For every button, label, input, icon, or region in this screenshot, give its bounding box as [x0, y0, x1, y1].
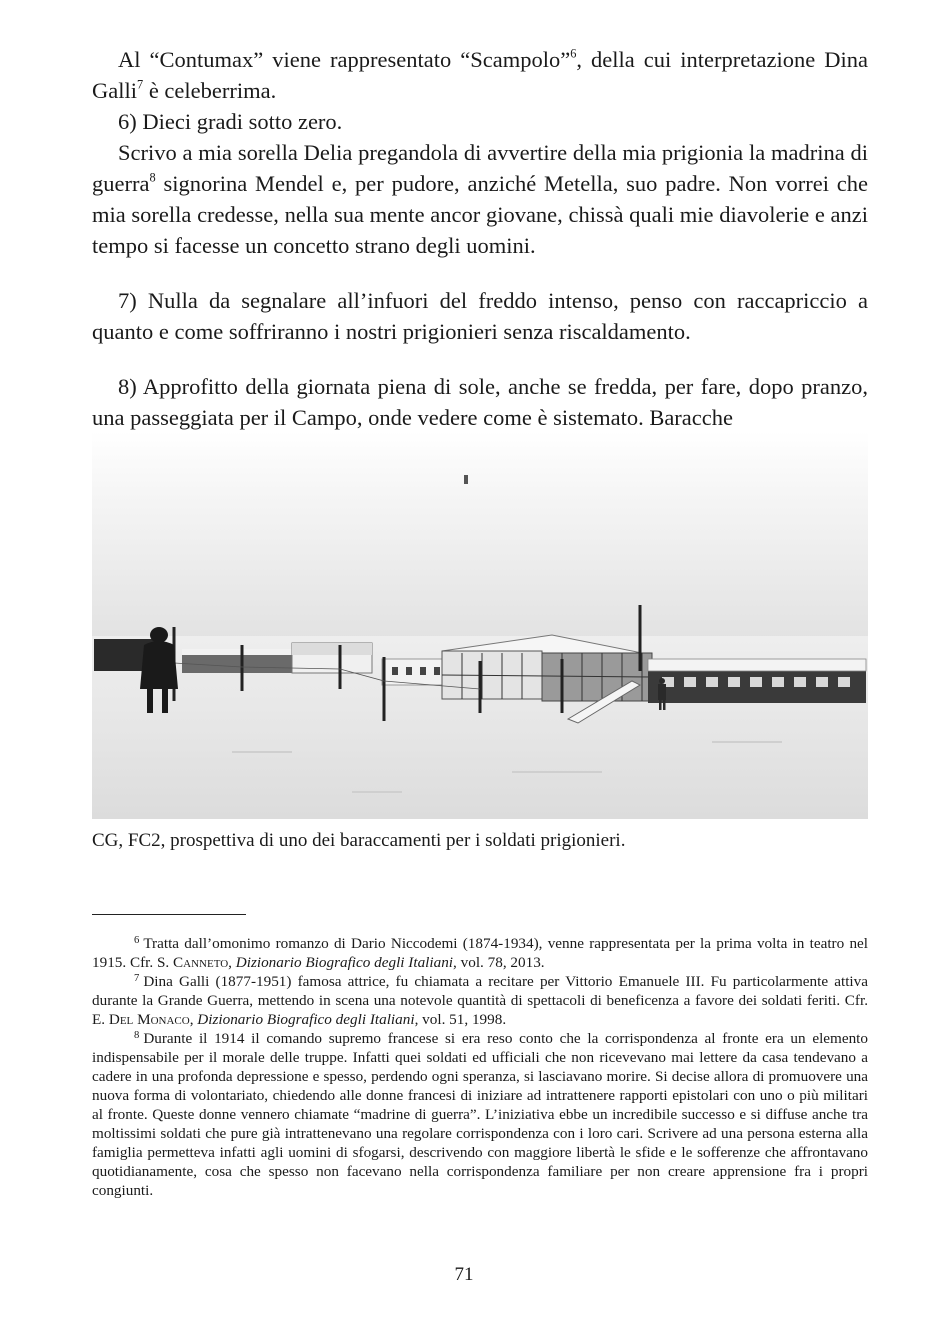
- footnote-6: [92, 934, 868, 972]
- footnote-ref-7[interactable]: 7: [137, 77, 144, 92]
- main-text: [92, 44, 868, 433]
- footnote-8: [92, 1029, 868, 1200]
- paragraph-text: Scrivo a mia sorella Delia pregandola di avvertire della mia prigionia la madrina di guerra: [92, 140, 868, 196]
- footnote-work: Dizionario Biografico degli Italiani: [235, 954, 454, 971]
- footnote-text: , vol. 78, 2013.: [453, 954, 545, 971]
- paragraph-passeggiata: 8) Approfitto della giornata piena di sole, anche se fredda, per fare, dopo pranzo, una passeggiata per il Campo, onde vedere come è sistemato. Baracche: [92, 374, 868, 430]
- paragraph-freddo: 7) Nulla da segnalare all’infuori del freddo intenso, penso con raccapriccio a quanto e come soffriranno i nostri prigionieri senza riscaldamento.: [92, 288, 868, 344]
- photo-caption: CG, FC2, prospettiva di uno dei baraccamenti per i soldati prigionieri.: [92, 830, 626, 851]
- paragraph-text: signorina Mendel e, per pudore, anziché Metella, suo padre. Non vorrei che mia sorella credesse, nella sua mente ancor giovane, chissà quali mie diavolerie e anzi tempo si facesse un concetto strano degli uomini.: [92, 171, 868, 258]
- paragraph-text: , della cui interpretazione Dina Galli: [92, 47, 868, 103]
- footnote-number: 7: [134, 973, 140, 985]
- camp-photograph: [92, 431, 868, 819]
- paragraph-delia: [92, 137, 868, 261]
- paragraph-gap: [92, 347, 868, 371]
- footnote-number: 6: [134, 935, 140, 947]
- footnote-separator: [92, 914, 246, 915]
- paragraph-dieci-gradi: 6) Dieci gradi sotto zero.: [118, 109, 343, 134]
- footnote-ref-8[interactable]: 8: [149, 170, 156, 185]
- footnote-text: ,: [228, 954, 236, 971]
- footnote-text: , vol. 51, 1998.: [414, 1011, 507, 1028]
- footnote-author: Del Monaco: [108, 1011, 190, 1028]
- paragraph-text: Al “Contumax” viene rappresentato “Scampolo”: [118, 47, 571, 72]
- footnote-text: Durante il 1914 il comando supremo francese si era reso conto che la corrispondenza al fronte era un elemento indispensabile per il morale delle truppe. Infatti quei soldati ed ufficiali che non ricevevano mai lettere da casa tendevano a cadere in una profonda depressione e spesso, perdendo ogni speranza, si lasciavano morire. Si decise allora di promuovere una nuova forma di volontariato, chiedendo alle donne francesi di iniziare ad intrattenere rapporti epistolari con uno o più militari al fronte. Queste donne vennero chiamate “madrine di guerra”. L’iniziativa ebbe un incredibile successo e si diffuse anche tra moltissimi soldati che pure già intrattenevano una regolare corrispondenza con i loro cari. Scrivere ad una persona esterna alla famiglia permetteva infatti agli uomini di sfogarsi, descrivendo con maggiore libertà le sfide e le sofferenze che affrontavano quotidianamente, cosa che spesso non facevano nella corrispondenza familiare per non creare apprensione fra i propri congiunti.: [92, 1030, 868, 1199]
- paragraph-scampolo: [92, 44, 868, 106]
- footnote-number: 8: [134, 1030, 140, 1042]
- paragraph-gap: [92, 261, 868, 285]
- footnote-ref-6[interactable]: 6: [570, 46, 577, 61]
- footnote-text: Dina Galli (1877-1951) famosa attrice, fu chiamata a recitare per Vittorio Emanuele III. Fu particolarmente attiva durante la Grande Guerra, mettendo in scena una notevole quantità di spettacoli di beneficenza a favore dei soldati feriti. Cfr. E.: [92, 973, 868, 1028]
- footnote-text: ,: [189, 1011, 198, 1028]
- footnote-text: Tratta dall’omonimo romanzo di Dario Niccodemi (1874-1934), venne rappresentata per la prima volta in teatro nel 1915. Cfr. S.: [92, 935, 868, 971]
- paragraph-text: è celeberrima.: [143, 78, 277, 103]
- footnotes: [92, 934, 868, 1200]
- footnote-7: [92, 972, 868, 1029]
- footnote-author: Canneto: [173, 954, 229, 971]
- footnote-work: Dizionario Biografico degli Italiani: [197, 1011, 415, 1028]
- page-number: 71: [454, 1264, 474, 1285]
